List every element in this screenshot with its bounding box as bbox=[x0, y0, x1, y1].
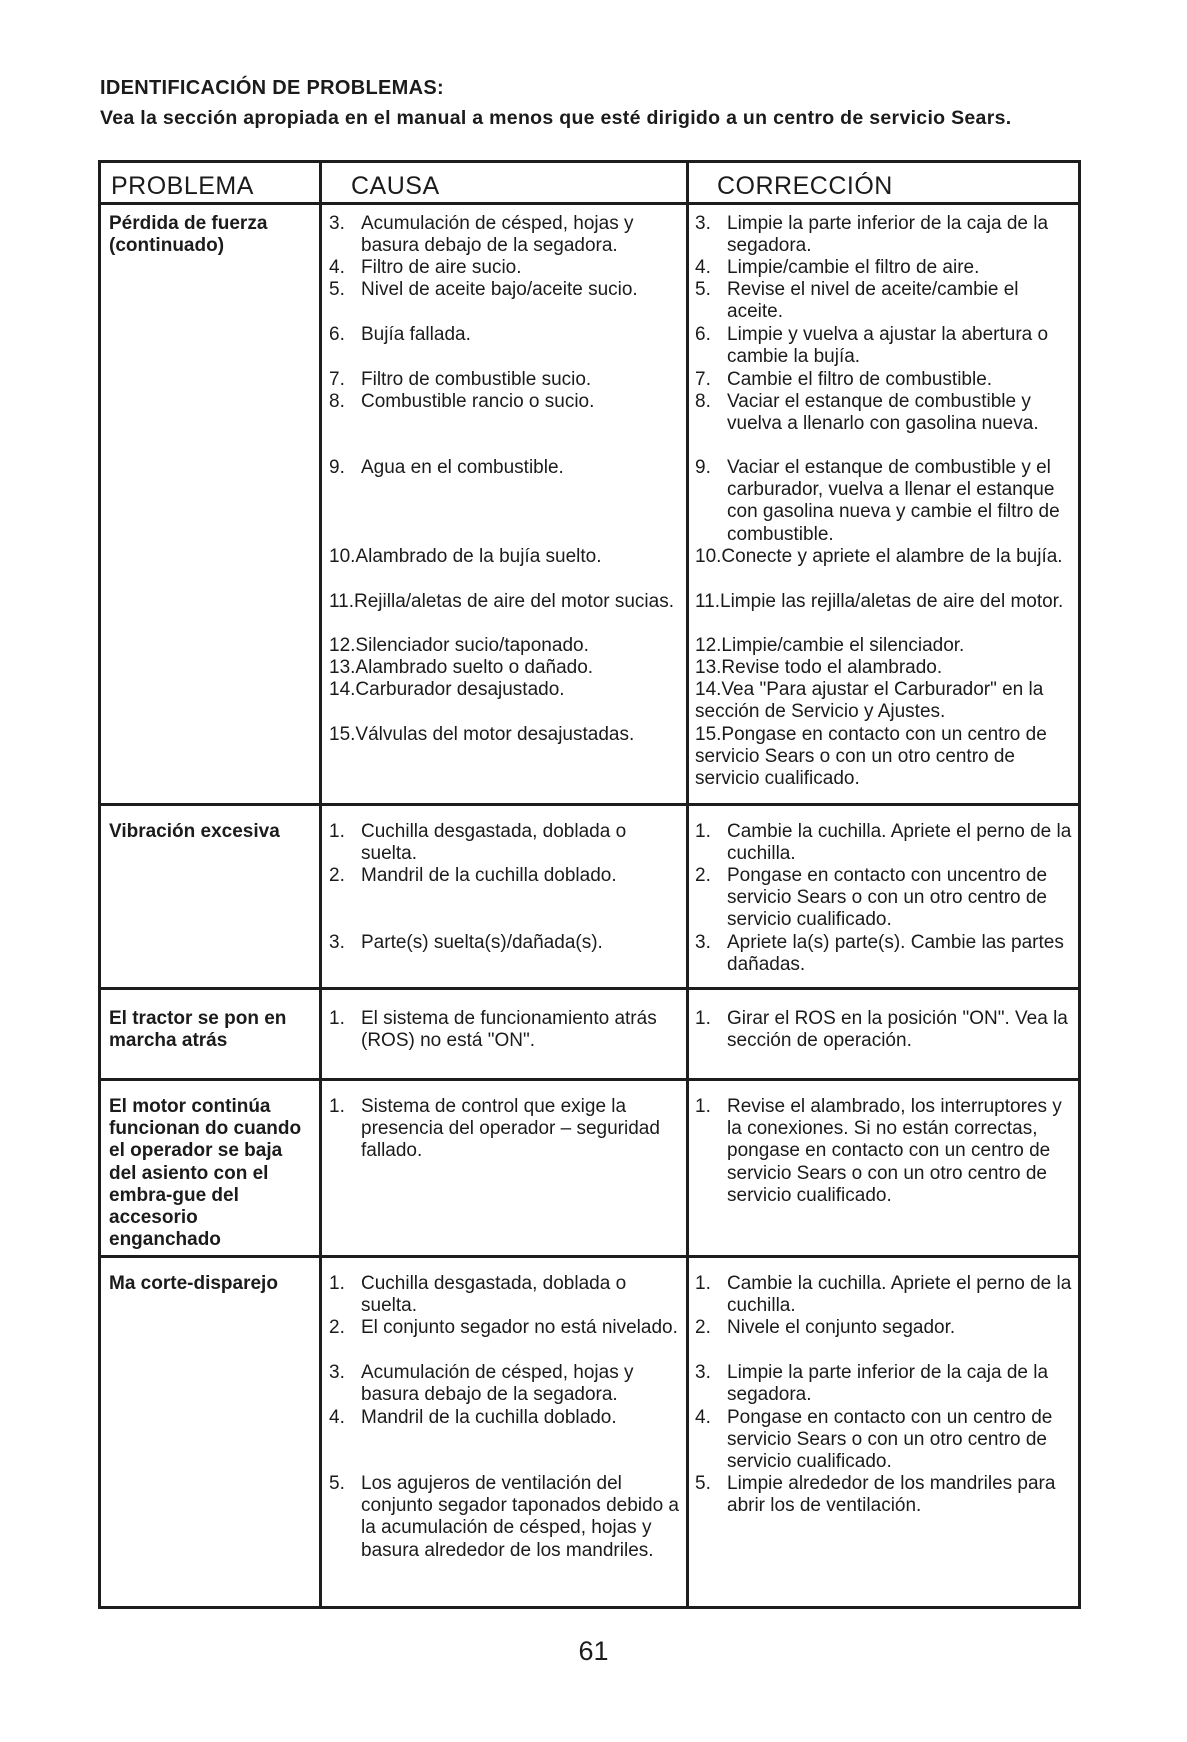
column-divider bbox=[686, 163, 689, 1606]
correction-item: 5. Revise el nivel de aceite/cambie el aceite. bbox=[695, 279, 1019, 323]
causes-power-loss bbox=[329, 213, 683, 793]
cause-item: 3. Acumulación de césped, hojas y basura debajo de la segadora. bbox=[329, 213, 634, 257]
correction-item: 2. Nivele el conjunto segador. bbox=[695, 1317, 956, 1338]
correction-item: 3. Apriete la(s) parte(s). Cambie las partes dañadas. bbox=[695, 932, 1064, 976]
correction-item: 14.Vea "Para ajustar el Carburador" en la sección de Servicio y Ajustes. bbox=[695, 679, 1044, 723]
correction-item: 1. Girar el ROS en la posición "ON". Vea la sección de operación. bbox=[695, 1008, 1068, 1052]
corrections-power-loss bbox=[695, 213, 1077, 793]
correction-item: 11.Limpie las rejilla/aletas de aire del motor. bbox=[695, 591, 1064, 612]
page-number: 61 bbox=[578, 1636, 609, 1666]
row-divider bbox=[101, 1078, 1078, 1081]
cause-item: 4. Filtro de aire sucio. bbox=[329, 257, 522, 278]
row-divider bbox=[101, 1255, 1078, 1258]
correction-item: 3. Limpie la parte inferior de la caja de la segadora. bbox=[695, 1362, 1049, 1406]
intro-note: Vea la sección apropiada en el manual a menos que esté dirigido a un centro de servicio Sears. bbox=[100, 107, 1012, 129]
section-heading: IDENTIFICACIÓN DE PROBLEMAS: bbox=[100, 77, 444, 99]
cause-item: 7. Filtro de combustible sucio. bbox=[329, 369, 592, 390]
correction-item: 15.Pongase en contacto con un centro de servicio Sears o con un otro centro de servicio cualificado. bbox=[695, 724, 1047, 790]
causes-engine-continues bbox=[329, 1096, 683, 1246]
cause-item: 13.Alambrado suelto o dañado. bbox=[329, 657, 594, 678]
troubleshooting-table bbox=[98, 160, 1081, 1609]
cause-item: 1. Cuchilla desgastada, doblada o suelta. bbox=[329, 1273, 627, 1317]
correction-item: 1. Revise el alambrado, los interruptores y la conexiones. Si no están correctas, pongase en contacto con un centro de servicio Sears o con un otro centro de servicio cualificado. bbox=[695, 1096, 1062, 1206]
correction-item: 8. Vaciar el estanque de combustible y vuelva a llenarlo con gasolina nueva. bbox=[695, 391, 1039, 435]
problem-uneven-cut: Ma corte-disparejo bbox=[109, 1273, 278, 1294]
problem-reverse: El tractor se pon en marcha atrás bbox=[109, 1008, 287, 1052]
row-divider bbox=[101, 202, 1078, 205]
row-divider bbox=[101, 987, 1078, 990]
cause-item: 11.Rejilla/aletas de aire del motor sucias. bbox=[329, 591, 675, 612]
correction-item: 1. Cambie la cuchilla. Apriete el perno de la cuchilla. bbox=[695, 1273, 1072, 1317]
header-correction: CORRECCIÓN bbox=[717, 172, 893, 200]
corrections-uneven-cut bbox=[695, 1273, 1077, 1593]
cause-item: 5. Los agujeros de ventilación del conjunto segador taponados debido a la acumulación de césped, hojas y basura alrededor de los mandriles. bbox=[329, 1473, 679, 1561]
correction-item: 2. Pongase en contacto con uncentro de servicio Sears o con un otro centro de servicio cualificado. bbox=[695, 865, 1048, 931]
row-divider bbox=[101, 803, 1078, 806]
problem-power-loss: Pérdida de fuerza (continuado) bbox=[109, 213, 268, 257]
header-problem: PROBLEMA bbox=[111, 172, 254, 200]
causes-reverse bbox=[329, 1008, 683, 1068]
cause-item: 12.Silenciador sucio/taponado. bbox=[329, 635, 589, 656]
cause-item: 5. Nivel de aceite bajo/aceite sucio. bbox=[329, 279, 638, 300]
cause-item: 8. Combustible rancio o sucio. bbox=[329, 391, 595, 412]
column-divider bbox=[319, 163, 322, 1606]
correction-item: 3. Limpie la parte inferior de la caja de la segadora. bbox=[695, 213, 1049, 257]
correction-item: 12.Limpie/cambie el silenciador. bbox=[695, 635, 965, 656]
correction-item: 10.Conecte y apriete el alambre de la bujía. bbox=[695, 546, 1063, 567]
correction-item: 4. Pongase en contacto con un centro de servicio Sears o con un otro centro de servicio cualificado. bbox=[695, 1407, 1053, 1473]
cause-item: 3. Acumulación de césped, hojas y basura debajo de la segadora. bbox=[329, 1362, 634, 1406]
correction-item: 9. Vaciar el estanque de combustible y el carburador, vuelva a llenar el estanque con gasolina nueva y cambie el filtro de combustible. bbox=[695, 457, 1060, 545]
correction-item: 7. Cambie el filtro de combustible. bbox=[695, 369, 993, 390]
causes-vibration bbox=[329, 821, 683, 981]
cause-item: 1. El sistema de funcionamiento atrás (ROS) no está "ON". bbox=[329, 1008, 657, 1052]
cause-item: 1. Sistema de control que exige la presencia del operador – seguridad fallado. bbox=[329, 1096, 660, 1162]
cause-item: 2. El conjunto segador no está nivelado. bbox=[329, 1317, 678, 1338]
correction-item: 6. Limpie y vuelva a ajustar la abertura o cambie la bujía. bbox=[695, 324, 1049, 368]
corrections-vibration bbox=[695, 821, 1077, 981]
corrections-engine-continues bbox=[695, 1096, 1077, 1246]
cause-item: 2. Mandril de la cuchilla doblado. bbox=[329, 865, 617, 886]
cause-item: 10.Alambrado de la bujía suelto. bbox=[329, 546, 602, 567]
cause-item: 4. Mandril de la cuchilla doblado. bbox=[329, 1407, 617, 1428]
correction-item: 4. Limpie/cambie el filtro de aire. bbox=[695, 257, 980, 278]
correction-item: 13.Revise todo el alambrado. bbox=[695, 657, 943, 678]
cause-item: 6. Bujía fallada. bbox=[329, 324, 471, 345]
cause-item: 14.Carburador desajustado. bbox=[329, 679, 565, 700]
correction-item: 1. Cambie la cuchilla. Apriete el perno de la cuchilla. bbox=[695, 821, 1072, 865]
cause-item: 9. Agua en el combustible. bbox=[329, 457, 564, 478]
correction-item: 5. Limpie alrededor de los mandriles para abrir los de ventilación. bbox=[695, 1473, 1056, 1517]
cause-item: 1. Cuchilla desgastada, doblada o suelta. bbox=[329, 821, 627, 865]
causes-uneven-cut bbox=[329, 1273, 683, 1593]
cause-item: 15.Válvulas del motor desajustadas. bbox=[329, 724, 635, 745]
corrections-reverse bbox=[695, 1008, 1077, 1068]
cause-item: 3. Parte(s) suelta(s)/dañada(s). bbox=[329, 932, 603, 953]
problem-vibration: Vibración excesiva bbox=[109, 821, 280, 842]
problem-engine-continues: El motor continúa funcionan do cuando el operador se baja del asiento con el embra-gue del accesorio enganchado bbox=[109, 1096, 302, 1251]
header-cause: CAUSA bbox=[351, 172, 440, 200]
